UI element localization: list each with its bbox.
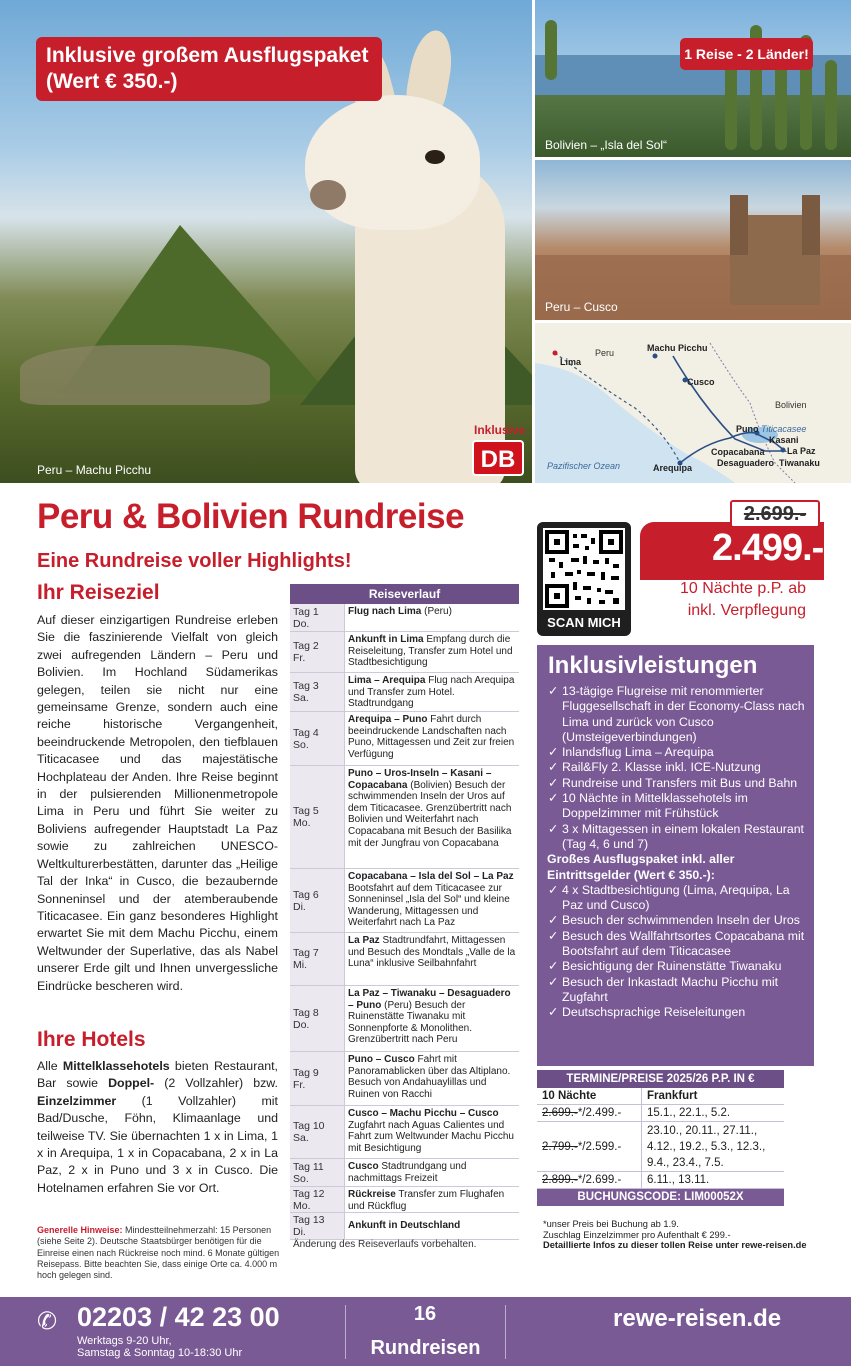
inclusive-heading: Inklusivleistungen (548, 652, 758, 679)
itinerary-desc (344, 673, 519, 711)
hotels-text (37, 1058, 278, 1197)
day-text: Stadtrundgang und nachmittags Freizeit (348, 1161, 467, 1184)
section-name: Rundreisen (370, 1337, 481, 1359)
day-title: Rückreise (348, 1189, 396, 1200)
hotels-heading: Ihre Hotels (37, 1028, 146, 1051)
package-item (547, 959, 812, 974)
footer-divider (505, 1305, 506, 1359)
package-item (547, 929, 812, 960)
itinerary-row (290, 1106, 519, 1159)
map-label-desaguadero: Desaguadero (717, 458, 775, 468)
price-line-1: 10 Nächte p.P. ab (679, 580, 806, 597)
photo-caption-cusco: Peru – Cusco (545, 300, 618, 314)
package-item (547, 1005, 812, 1020)
dates-date-cell: 23.10., 20.11., 27.11., 4.12., 19.2., 5.3., 12.3., 9.4., 23.4., 7.5. (647, 1124, 766, 1169)
itinerary-desc (344, 1187, 519, 1212)
check-icon: ✓ (548, 913, 559, 928)
db-inklusive-label: Inklusive (474, 423, 526, 437)
general-hints (37, 1225, 282, 1281)
inclusive-item-text: Rundreise und Transfers mit Bus und Bahn (562, 775, 798, 790)
itinerary-row (290, 869, 519, 933)
itinerary-desc (344, 604, 519, 631)
day-title: Lima – Arequipa (348, 675, 426, 686)
dates-note-3 (543, 1240, 807, 1251)
price-subtext (644, 578, 806, 622)
photo-cusco (535, 160, 851, 320)
inclusive-list (547, 684, 812, 1021)
website-link[interactable]: rewe-reisen.de (613, 1305, 782, 1332)
itinerary-day (290, 933, 344, 985)
package-item-text: Besuch der Inkastadt Machu Picchu mit Zugfahrt (562, 974, 778, 1004)
lima-dot (553, 351, 558, 356)
check-icon: ✓ (548, 1005, 559, 1020)
day-text: Fahrt durch beeindruckende Landschaften nach Puno, Mittagessen und Zeit zur freien Verfügung (348, 714, 515, 760)
dates-notes (543, 1219, 807, 1251)
itinerary-desc (344, 1159, 519, 1186)
itinerary-row (290, 712, 519, 766)
itinerary-day (290, 869, 344, 932)
qr-pattern (543, 528, 625, 610)
package-item-text: Besuch der schwimmenden Inseln der Uros (562, 913, 800, 928)
itinerary-desc (344, 712, 519, 765)
itinerary-row (290, 1052, 519, 1106)
hints-label: Generelle Hinweise: (37, 1225, 123, 1235)
itinerary-day (290, 1159, 344, 1186)
route-map (535, 323, 851, 483)
dates-note-3-text: Detaillierte Infos zu dieser tollen Reise unter rewe-reisen.de (543, 1240, 807, 1250)
inclusive-item (547, 791, 812, 822)
banner-line-1: Inklusive großem Ausflugspaket (46, 44, 369, 67)
new-price: 2.499.- (712, 527, 824, 569)
itinerary-row (290, 933, 519, 986)
itinerary-row (290, 673, 519, 712)
inclusive-item-text: 3 x Mittagessen in einem lokalen Restaurant (Tag 4, 6 und 7) (562, 821, 804, 851)
day-text: (Peru) (421, 606, 452, 617)
day-weekday: So. (293, 1172, 309, 1185)
page-title: Peru & Bolivien Rundreise (37, 497, 465, 536)
inclusive-item (547, 760, 812, 775)
day-number: Tag 10 (293, 1120, 325, 1132)
dates-date-cell: 6.11., 13.11. (647, 1174, 710, 1186)
new-price-value: */2.699.- (577, 1174, 622, 1186)
cactus-shape (825, 60, 837, 150)
package-item (547, 883, 812, 914)
hotels-text-bold: Einzelzimmer (37, 1093, 117, 1108)
footer-bar (0, 1297, 851, 1366)
dates-row (537, 1172, 784, 1189)
day-number: Tag 5 (293, 805, 319, 817)
inclusive-item-text: Rail&Fly 2. Klasse inkl. ICE-Nutzung (562, 760, 761, 775)
map-label-tiwanaku: Tiwanaku (779, 458, 820, 468)
dates-row (537, 1122, 784, 1172)
excursion-banner (36, 37, 382, 101)
llama-nose (310, 180, 346, 210)
day-text: (Peru) Besuch der Ruinenstätte Tiwanaku mit Sonnenpforte & Monolithen. Grenzübertritt nach Peru (348, 999, 472, 1046)
check-icon: ✓ (548, 684, 559, 698)
itinerary-day (290, 766, 344, 868)
map-label-titicacasee: Titicacasee (761, 424, 807, 434)
inclusive-item-text: 10 Nächte in Mittelklassehotels im Doppelzimmer mit Frühstück (562, 791, 748, 821)
dates-header-row (537, 1088, 784, 1105)
day-text: Flug nach Arequipa und Transfer zum Hotel. Stadtrundgang (348, 675, 515, 710)
map-label-lima: Lima (560, 357, 582, 367)
itinerary-heading: Reiseverlauf (290, 584, 519, 604)
itinerary-day (290, 1187, 344, 1212)
itinerary-desc (344, 1052, 519, 1105)
day-text: Bootsfahrt auf dem Titicacasee zur Sonneninsel „Isla del Sol“ und kleine Wanderung, Mittagessen und Weiterfahrt nach La Paz (348, 882, 510, 929)
hotels-text-part: (2 Vollzahler) bzw. (154, 1076, 278, 1091)
qr-code[interactable] (543, 528, 625, 610)
day-weekday: Fr. (293, 1078, 306, 1091)
ruins-shape (20, 345, 270, 405)
day-text: (Bolivien) Besuch der schwimmenden Inseln der Uros auf dem Titicacasee. Grenzübertritt nach Bolivien und Weiterfahrt nach Copacabana mit Besuch der Basilika mit der Jungfrau von Copacabana (348, 779, 512, 849)
photo-caption-bolivia: Bolivien – „Isla del Sol“ (545, 138, 668, 152)
page-number: 16 (413, 1303, 437, 1325)
check-icon: ✓ (548, 959, 559, 974)
map-label-la-paz: La Paz (787, 446, 816, 456)
old-price-value: 2.899.- (542, 1174, 578, 1186)
itinerary-row (290, 1213, 519, 1240)
church-tower (802, 195, 820, 255)
hero-caption: Peru – Machu Picchu (37, 463, 152, 477)
qr-code-box[interactable] (537, 522, 631, 636)
day-text: Stadtrundfahrt, Mittagessen und Besuch des Mondtals „Valle de la Luna“ inklusive Seilbahnfahrt (348, 935, 516, 970)
package-item-text: Besuch des Wallfahrtsortes Copacabana mit Bootsfahrt auf dem Titicacasee (562, 928, 805, 959)
itinerary-row (290, 632, 519, 673)
itinerary-day (290, 673, 344, 711)
la-paz-dot (781, 448, 786, 453)
map-label-arequipa: Arequipa (653, 463, 693, 473)
day-weekday: Di. (293, 1226, 306, 1238)
two-countries-badge: 1 Reise - 2 Länder! (680, 38, 813, 70)
itinerary-day (290, 1213, 344, 1239)
church-tower (730, 195, 748, 255)
day-weekday: Sa. (293, 692, 309, 704)
itinerary-desc (344, 1106, 519, 1158)
map-label-kasani: Kasani (769, 435, 799, 445)
day-weekday: Mo. (293, 1199, 311, 1212)
inclusive-item (547, 745, 812, 760)
check-icon: ✓ (548, 791, 559, 806)
phone-icon: ✆ (37, 1308, 58, 1335)
day-weekday: Mo. (293, 817, 311, 829)
inclusive-services-box (537, 645, 814, 1066)
hotels-text-part: (1 Vollzahler) mit Bad/Dusche, Föhn, Klimaanlage und teilweise TV. Sie übernachten 1 x in Lima, 1 x in Arequipa, 1 x in Copacabana, 2 x in La Paz, 2 x in Puno und 3 x in Cusco. Die Hotelnamen erfahren Sie vor Ort. (37, 1093, 278, 1195)
day-number: Tag 6 (293, 888, 319, 901)
itinerary-desc (344, 632, 519, 672)
price-line-2: inkl. Verpflegung (687, 602, 806, 619)
new-price-value: */2.499.- (577, 1107, 622, 1119)
itinerary-desc (344, 1213, 519, 1239)
map-label-machu-picchu: Machu Picchu (647, 343, 708, 353)
day-number: Tag 4 (293, 726, 319, 739)
itinerary-day (290, 632, 344, 672)
llama-eye (425, 150, 445, 164)
itinerary-day (290, 1106, 344, 1158)
day-title: La Paz – Tiwanaku – Desaguadero – Puno (348, 988, 511, 1011)
package-item-text: Deutschsprachige Reiseleitungen (562, 1005, 746, 1020)
itinerary-row (290, 1159, 519, 1187)
day-text: Empfang durch die Reiseleitung, Transfer zum Hotel und Stadtbesichtigung (348, 634, 513, 669)
day-number: Tag 9 (293, 1066, 319, 1079)
day-text: Fahrt mit Panoramablicken über das Altiplano. Besuch von Andahuaylillas und Ruinen von Racchi (348, 1054, 511, 1100)
hotels-text-part: bieten Restaurant, Bar sowie (37, 1059, 278, 1091)
map-label-ocean: Pazifischer Ozean (547, 461, 621, 471)
itinerary-desc (344, 766, 519, 868)
check-icon: ✓ (548, 928, 559, 943)
old-price: 2.699.- (730, 500, 820, 528)
itinerary-row (290, 986, 519, 1052)
itinerary-desc (344, 869, 519, 932)
itinerary-day (290, 986, 344, 1051)
day-number: Tag 7 (293, 947, 319, 959)
photo-isla-del-sol (535, 0, 851, 157)
day-weekday: Do. (293, 617, 310, 630)
day-weekday: So. (293, 738, 309, 751)
day-weekday: Mi. (293, 959, 307, 971)
dates-row (537, 1105, 784, 1122)
map-label-peru: Peru (595, 348, 615, 358)
banner-line-2: (Wert € 350.-) (46, 70, 178, 93)
booking-code: BUCHUNGSCODE: LIM00052X (537, 1189, 784, 1206)
machu-picchu-dot (653, 354, 658, 359)
itinerary-table (290, 584, 519, 1240)
inclusive-item (547, 776, 812, 791)
db-logo: DB (472, 440, 524, 476)
day-number: Tag 11 (293, 1160, 324, 1173)
old-price-value: 2.799.- (542, 1140, 578, 1153)
check-icon: ✓ (548, 882, 559, 897)
day-title: La Paz (348, 935, 380, 946)
dates-note-1: *unser Preis bei Buchung ab 1.9. (543, 1219, 679, 1229)
inclusive-item-text: 13-tägige Flugreise mit renommierter Fluggesellschaft in der Economy-Class nach Lima und zurück von Cusco (Umsteigeverbindungen) (562, 684, 805, 744)
day-weekday: Sa. (293, 1132, 309, 1144)
package-heading: Großes Ausflugspaket inkl. aller Eintrittsgelder (Wert € 350.-): (547, 852, 735, 882)
scan-me-label: SCAN MICH (547, 615, 621, 630)
dates-price-cell (537, 1122, 642, 1171)
check-icon: ✓ (548, 760, 559, 775)
page-subtitle: Eine Rundreise voller Highlights! (37, 550, 352, 572)
dates-col-header: Frankfurt (647, 1090, 698, 1102)
day-title: Cusco – Machu Picchu – Cusco (348, 1108, 499, 1119)
itinerary-day (290, 604, 344, 631)
day-number: Tag 1 (293, 605, 319, 618)
reiseziel-heading: Ihr Reiseziel (37, 581, 160, 604)
hotels-text-bold: Mittelklassehotels (62, 1059, 170, 1073)
package-item (547, 975, 812, 1006)
inclusive-item (547, 822, 812, 853)
itinerary-row (290, 1187, 519, 1213)
hours-line-1: Werktags 9-20 Uhr, (77, 1335, 172, 1347)
opening-hours (77, 1335, 242, 1359)
day-title: Puno – Cusco (348, 1054, 415, 1065)
day-title: Ankunft in Lima (348, 634, 424, 645)
day-title: Flug nach Lima (348, 606, 422, 617)
dates-price-cell (537, 1172, 642, 1188)
dates-date-cell: 15.1., 22.1., 5.2. (647, 1107, 731, 1119)
dates-note-2: Zuschlag Einzelzimmer pro Aufenthalt € 299.- (543, 1229, 731, 1240)
package-item (547, 913, 812, 928)
footer-divider (345, 1305, 346, 1359)
hours-line-2: Samstag & Sonntag 10-18:30 Uhr (77, 1347, 243, 1359)
day-number: Tag 13 (293, 1214, 325, 1226)
itinerary-row (290, 604, 519, 632)
itinerary-day (290, 1052, 344, 1105)
dates-prices-table (537, 1070, 784, 1206)
day-weekday: Fr. (293, 652, 306, 664)
check-icon: ✓ (548, 821, 559, 836)
day-title: Puno – Uros-Inseln – Kasani – Copacabana (348, 768, 492, 791)
dates-heading: TERMINE/PREISE 2025/26 P.P. IN € (537, 1070, 784, 1088)
package-item-text: 4 x Stadtbesichtigung (Lima, Arequipa, La Paz und Cusco) (562, 882, 790, 913)
hotels-text-part: Alle (37, 1059, 63, 1073)
day-text: Zugfahrt nach Aguas Calientes und Fahrt zum Weltwunder Machu Picchu mit Besichtigung (348, 1119, 514, 1154)
old-price-value: 2.699.- (542, 1107, 578, 1119)
new-price-value: */2.599.- (577, 1140, 622, 1153)
hotels-text-bold: Doppel- (108, 1076, 155, 1091)
map-label-puno: Puno (736, 424, 759, 434)
day-weekday: Do. (293, 1018, 310, 1031)
day-title: Cusco (348, 1161, 379, 1172)
map-label-copacabana: Copacabana (711, 447, 765, 457)
day-number: Tag 8 (293, 1006, 319, 1019)
day-number: Tag 2 (293, 640, 319, 652)
day-title: Ankunft in Deutschland (348, 1220, 461, 1232)
check-icon: ✓ (548, 775, 559, 790)
hints-text: Mindestteilnehmerzahl: 15 Personen (siehe Seite 2). Deutsche Staatsbürger benötigen für die Einreise einen nach Rückreise noch mind. 6 Monate gültigen Reisepass. Bitte beachten Sie, dass einige Orte ca. 4.000 m hoch gelegen sind. (37, 1225, 280, 1281)
phone-number[interactable]: 02203 / 42 23 00 (77, 1302, 280, 1332)
map-label-cusco: Cusco (687, 377, 715, 387)
itinerary-note: Änderung des Reiseverlaufs vorbehalten. (293, 1239, 477, 1250)
day-weekday: Di. (293, 900, 306, 913)
day-title: Copacabana – Isla del Sol – La Paz (348, 871, 514, 882)
itinerary-desc (344, 986, 519, 1051)
check-icon: ✓ (548, 745, 559, 760)
day-text: Transfer zum Flughafen und Rückflug (348, 1189, 505, 1212)
day-number: Tag 3 (293, 680, 319, 692)
day-number: Tag 12 (293, 1187, 325, 1200)
reiseziel-text: Auf dieser einzigartigen Rundreise erleben Sie die faszinierende Vielfalt von gleich zwei aufregenden Ländern – Peru und Bolivien. Im Hochland Südamerikas gelegen, teilen sie nicht nur eine gemeinsame Grenze, sondern auch eine reiche historische Vergangenheit, beeindruckende Metropolen, den tiefblauen Titicacasee und das majestätische Hochplateau der Anden. Ihre Reise beginnt in der pulsierenden Millionenmetropole Lima in Peru und führt Sie weiter zu Boliviens aufregender Hauptstadt La Paz sowie zu zahlreichen UNESCO-Weltkulturerbestätten, darunter das „Heilige Tal der Inka“ in Cusco, die bezaubernde Sonneninsel und der atemberaubende Titicacasee. Ein ganz besonderes Highlight erwartet Sie mit dem Machu Picchu, einem Weltwunder der Superlative, das als Nabel unserer Erde gilt und Ihnen unvergessliche Eindrücke bescheren wird. (37, 613, 278, 993)
dates-price-cell (537, 1105, 642, 1121)
check-icon: ✓ (548, 974, 559, 989)
dates-col-header: 10 Nächte (537, 1088, 642, 1104)
itinerary-day (290, 712, 344, 765)
itinerary-desc (344, 933, 519, 985)
day-title: Arequipa – Puno (348, 714, 428, 725)
inclusive-item-text: Inlandsflug Lima – Arequipa (562, 745, 714, 760)
package-item-text: Besichtigung der Ruinenstätte Tiwanaku (562, 959, 782, 974)
cactus-shape (545, 20, 557, 80)
map-label-bolivien: Bolivien (775, 400, 807, 410)
inclusive-item (547, 684, 812, 745)
itinerary-row (290, 766, 519, 869)
